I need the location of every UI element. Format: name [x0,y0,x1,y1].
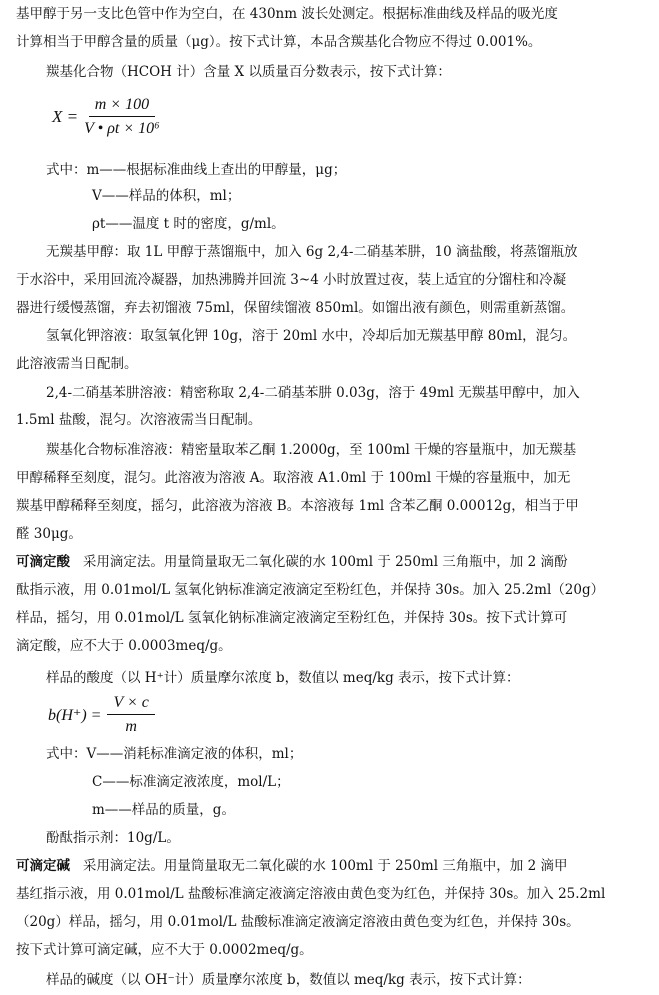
text-line-3: 羰基化合物（HCOH 计）含量 X 以质量百分数表示，按下式计算： [46,64,451,80]
text-line-16: 羰基甲醇稀释至刻度，摇匀，此溶液为溶液 B。本溶液每 1ml 含苯乙酮 0.00012g，相当于甲 [16,498,579,514]
text-line-4: 式中：m——根据标准曲线上查出的甲醇量，μg； [46,162,347,178]
formula-1-denominator: V • ρt × 10⁶ [84,120,160,137]
text-line-7: 无羰基甲醇：取 1L 甲醇于蒸馏瓶中，加入 6g 2,4-二硝基苯肼，10 滴盐酸，将蒸馏瓶放 [46,244,578,260]
text-line-23: 式中：V——消耗标准滴定液的体积，ml； [46,746,303,762]
text-line-18 [16,552,567,572]
text-line-15: 甲醇稀释至刻度，混匀。此溶液为溶液 A。取溶液 A1.0ml 于 100ml 干燥的容量瓶中，加无 [16,470,571,486]
section-head-titratable-base: 可滴定碱 [16,858,70,874]
text-line-5: V——样品的体积，ml； [92,188,241,204]
formula-2-denominator: m [125,718,137,735]
text-line-11: 此溶液需当日配制。 [16,356,138,372]
text-line-27-body: 采用滴定法。用量筒量取无二氧化碳的水 100ml 于 250ml 三角瓶中，加 2 滴甲 [82,858,568,874]
text-line-13: 1.5ml 盐酸，混匀。次溶液需当日配制。 [16,412,262,428]
text-line-20: 样品，摇匀，用 0.01mol/L 氢氧化钠标准滴定液滴定至粉红色，并保持 30s。按下式计算可 [16,610,568,626]
text-line-8: 于水浴中，采用回流冷凝器，加热沸腾并回流 3~4 小时放置过夜，装上适宜的分馏柱和冷凝 [16,272,567,288]
formula-carbonyl [52,96,160,138]
text-line-24: C——标准滴定液浓度，mol/L； [92,774,290,790]
text-line-1: 基甲醇于另一支比色管中作为空白，在 430nm 波长处测定。根据标准曲线及样品的吸光度 [16,6,558,22]
text-line-2: 计算相当于甲醇含量的质量（μg）。按下式计算，本品含羰基化合物应不得过 0.001%。 [16,34,542,50]
formula-acidity [48,694,155,736]
formula-2-numerator: V × c [107,694,154,715]
formula-2-lhs: b(H⁺) = [48,707,102,724]
section-head-titratable-acid: 可滴定酸 [16,554,70,570]
text-line-30: 按下式计算可滴定碱，应不大于 0.0002meq/g。 [16,942,313,958]
text-line-25: m——样品的质量，g。 [92,802,235,818]
text-line-12: 2,4-二硝基苯肼溶液：精密称取 2,4-二硝基苯肼 0.03g，溶于 49ml 无羰基甲醇中，加入 [46,385,580,401]
text-line-14: 羰基化合物标准溶液：精密量取苯乙酮 1.2000g，至 100ml 干燥的容量瓶中，加无羰基 [46,442,577,458]
text-line-9: 器进行缓慢蒸馏，弃去初馏液 75ml，保留续馏液 850ml。如馏出液有颜色，则需重新蒸馏。 [16,300,575,316]
text-line-10: 氢氧化钾溶液：取氢氧化钾 10g，溶于 20ml 水中，冷却后加无羰基甲醇 80ml，混匀。 [46,328,577,344]
text-line-6: ρt——温度 t 时的密度，g/ml。 [92,216,285,232]
text-line-27 [16,856,567,876]
text-line-31: 样品的碱度（以 OH⁻计）质量摩尔浓度 b，数值以 meq/kg 表示，按下式计算： [46,972,531,988]
text-line-18-body: 采用滴定法。用量筒量取无二氧化碳的水 100ml 于 250ml 三角瓶中，加 2 滴酚 [82,554,568,570]
text-line-19: 酞指示液，用 0.01mol/L 氢氧化钠标准滴定液滴定至粉红色，并保持 30s。加入 25.2ml（20g） [16,582,605,598]
text-line-22: 样品的酸度（以 H⁺计）质量摩尔浓度 b，数值以 meq/kg 表示，按下式计算： [46,670,520,686]
text-line-28: 基红指示液，用 0.01mol/L 盐酸标准滴定液滴定溶液由黄色变为红色，并保持 30s。加入 25.2ml [16,886,606,902]
formula-1-numerator: m × 100 [89,96,155,117]
text-line-21: 滴定酸，应不大于 0.0003meq/g。 [16,638,232,654]
text-line-26: 酚酞指示剂：10g/L。 [46,830,180,846]
formula-1-lhs: X = [52,107,79,126]
text-line-29: （20g）样品，摇匀，用 0.01mol/L 盐酸标准滴定液滴定溶液由黄色变为红色，并保持 30s。 [16,914,580,930]
text-line-17: 醛 30μg。 [16,526,82,542]
